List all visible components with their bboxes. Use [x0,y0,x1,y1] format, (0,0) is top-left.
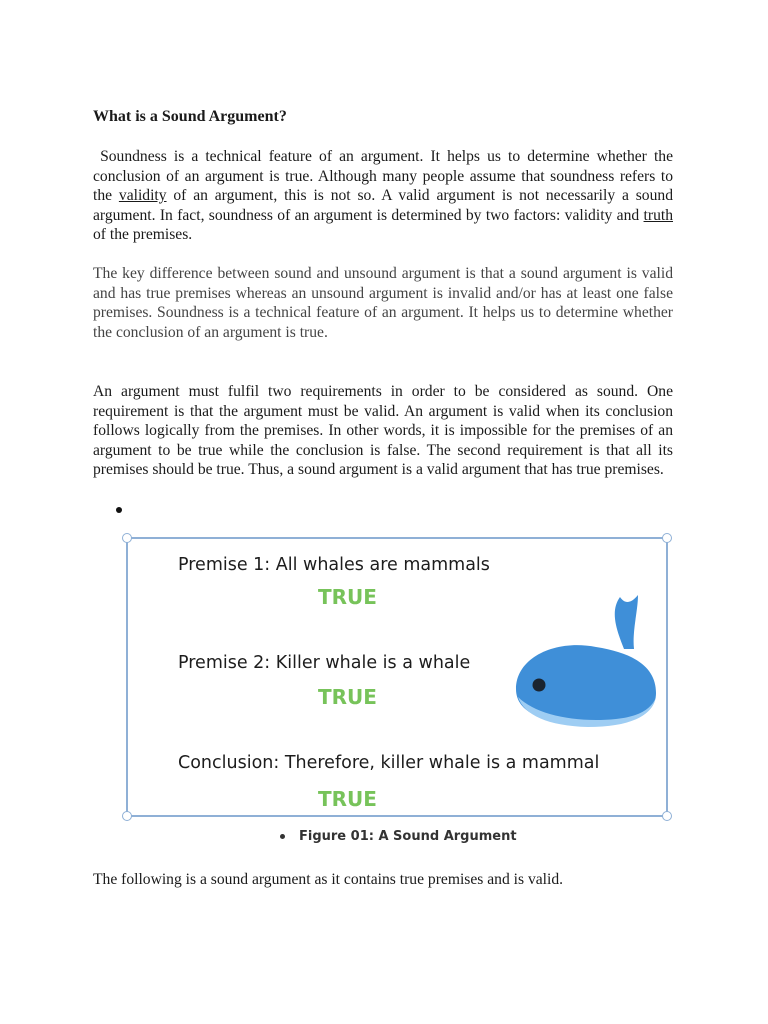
closing-sentence: The following is a sound argument as it contains true premises and is valid. [93,871,564,888]
conclusion-true: TRUE [318,787,377,811]
paragraph-key-difference: The key difference between sound and unsound argument is that a sound argument is valid and has true premises whereas an unsound argument is invalid and/or has at least one false premises. Soundness is a technical feature of an argument. It helps us to determine whether the conclusion of an argument is true. [93,265,673,341]
truth-link[interactable]: truth [643,206,673,224]
caption-text: Figure 01: A Sound Argument [299,829,517,844]
bullet-point [116,507,122,513]
premise-1-true: TRUE [318,585,377,609]
frame-corner-ornament [122,533,132,543]
p1-text-1: Soundness is a technical feature of an argument. It helps us to determine whether the conclusion of an argument is true. Although many people assume that soundness refers to the [93,148,673,205]
premise-2-true: TRUE [318,685,377,709]
premise-2-text: Premise 2: Killer whale is a whale [178,653,471,673]
premise-1-text: Premise 1: All whales are mammals [178,555,490,575]
paragraph-soundness [93,147,673,245]
p1-text-2: of an argument, this is not so. A valid argument is not necessarily a sound argument. In fact, soundness of an argument is determined by two factors: validity and [93,187,673,224]
frame-corner-ornament [662,811,672,821]
conclusion-text: Conclusion: Therefore, killer whale is a mammal [178,753,600,773]
validity-link[interactable]: validity [118,187,167,205]
frame-corner-ornament [662,533,672,543]
frame-corner-ornament [122,811,132,821]
whale-icon [506,589,666,729]
caption-bullet [280,834,285,839]
paragraph-requirements: An argument must fulfil two requirements in order to be considered as sound. One requirement is that the argument must be valid. An argument is valid when its conclusion follows logically from the premises. In other words, it is impossible for the premises of an argument to be true while the conclusion is false. The second requirement is that all its premises should be true. Thus, a sound argument is a valid argument that has true premises. [93,383,673,479]
figure-caption [280,829,517,844]
section-heading: What is a Sound Argument? [93,108,287,125]
figure-sound-argument [122,533,672,821]
p1-text-3: of the premises. [93,226,193,244]
